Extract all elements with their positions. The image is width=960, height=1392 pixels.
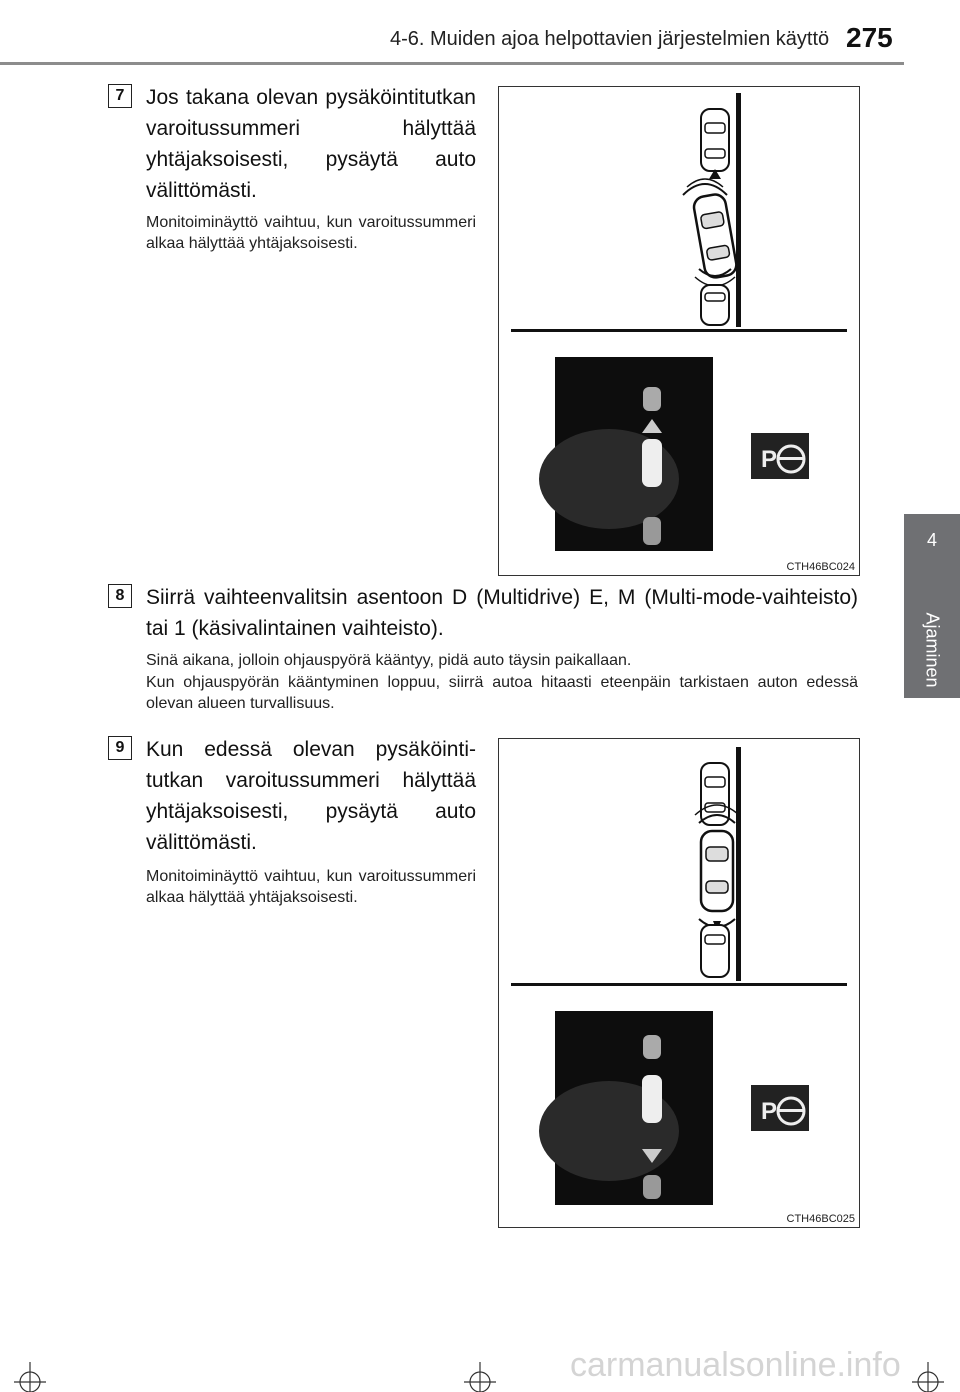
step-instruction: Jos takana olevan pysäköintitutkan varoitussummeri hälyttää yhtäjaksoisesti, pysäytä auto välittömästi. (146, 86, 476, 202)
section-title: 4-6. Muiden ajoa helpottavien järjestelmien käyttö (390, 28, 830, 50)
step-instruction: Siirrä vaihteenvalitsin asentoon D (Multidrive) E, M (Multi-mode-vaihteisto) tai 1 (käsivalintainen vaihteisto). (146, 586, 858, 640)
step-instruction: Kun edessä olevan pysäköintitutkan varoitussummeri hälyttää yhtäjaksoisesti, pysäytä auto välittömästi. (146, 738, 476, 854)
registration-mark-icon (10, 1362, 50, 1392)
figure-code: CTH46BC025 (786, 1213, 855, 1225)
figure-code: CTH46BC024 (786, 561, 855, 573)
parking-assist-letter: P (761, 446, 778, 473)
step-number-badge: 8 (108, 584, 132, 608)
parking-illustration-forward (498, 738, 860, 1228)
parking-assist-letter: P (761, 1098, 778, 1125)
step-number-badge: 9 (108, 736, 132, 760)
step-note: Kun ohjauspyörän kääntyminen loppuu, siirrä autoa hitaasti eteenpäin tarkistaen auton edessä olevan alueen turvallisuus. (146, 674, 858, 712)
watermark: carmanualsonline.info (570, 1346, 901, 1384)
registration-mark-icon (908, 1362, 948, 1392)
step-note: Monitoiminäyttö vaihtuu, kun varoitussummeri alkaa hälyttää yhtäjaksoisesti. (146, 868, 476, 906)
step-note: Sinä aikana, jolloin ohjauspyörä kääntyy, pidä auto täysin paikallaan. (146, 652, 632, 669)
parking-scene-drawing (499, 739, 861, 1229)
chapter-number: 4 (926, 530, 937, 550)
step-number-badge: 7 (108, 84, 132, 108)
step-note: Monitoiminäyttö vaihtuu, kun varoitussummeri alkaa hälyttää yhtäjaksoisesti. (146, 214, 476, 252)
chapter-label: Ajaminen (922, 612, 943, 688)
registration-mark-icon (460, 1362, 500, 1392)
header-divider (0, 62, 904, 65)
parking-illustration-reverse (498, 86, 860, 576)
page-number: 275 (846, 22, 893, 53)
parking-scene-drawing (499, 87, 861, 577)
chapter-side-tab (904, 514, 960, 698)
